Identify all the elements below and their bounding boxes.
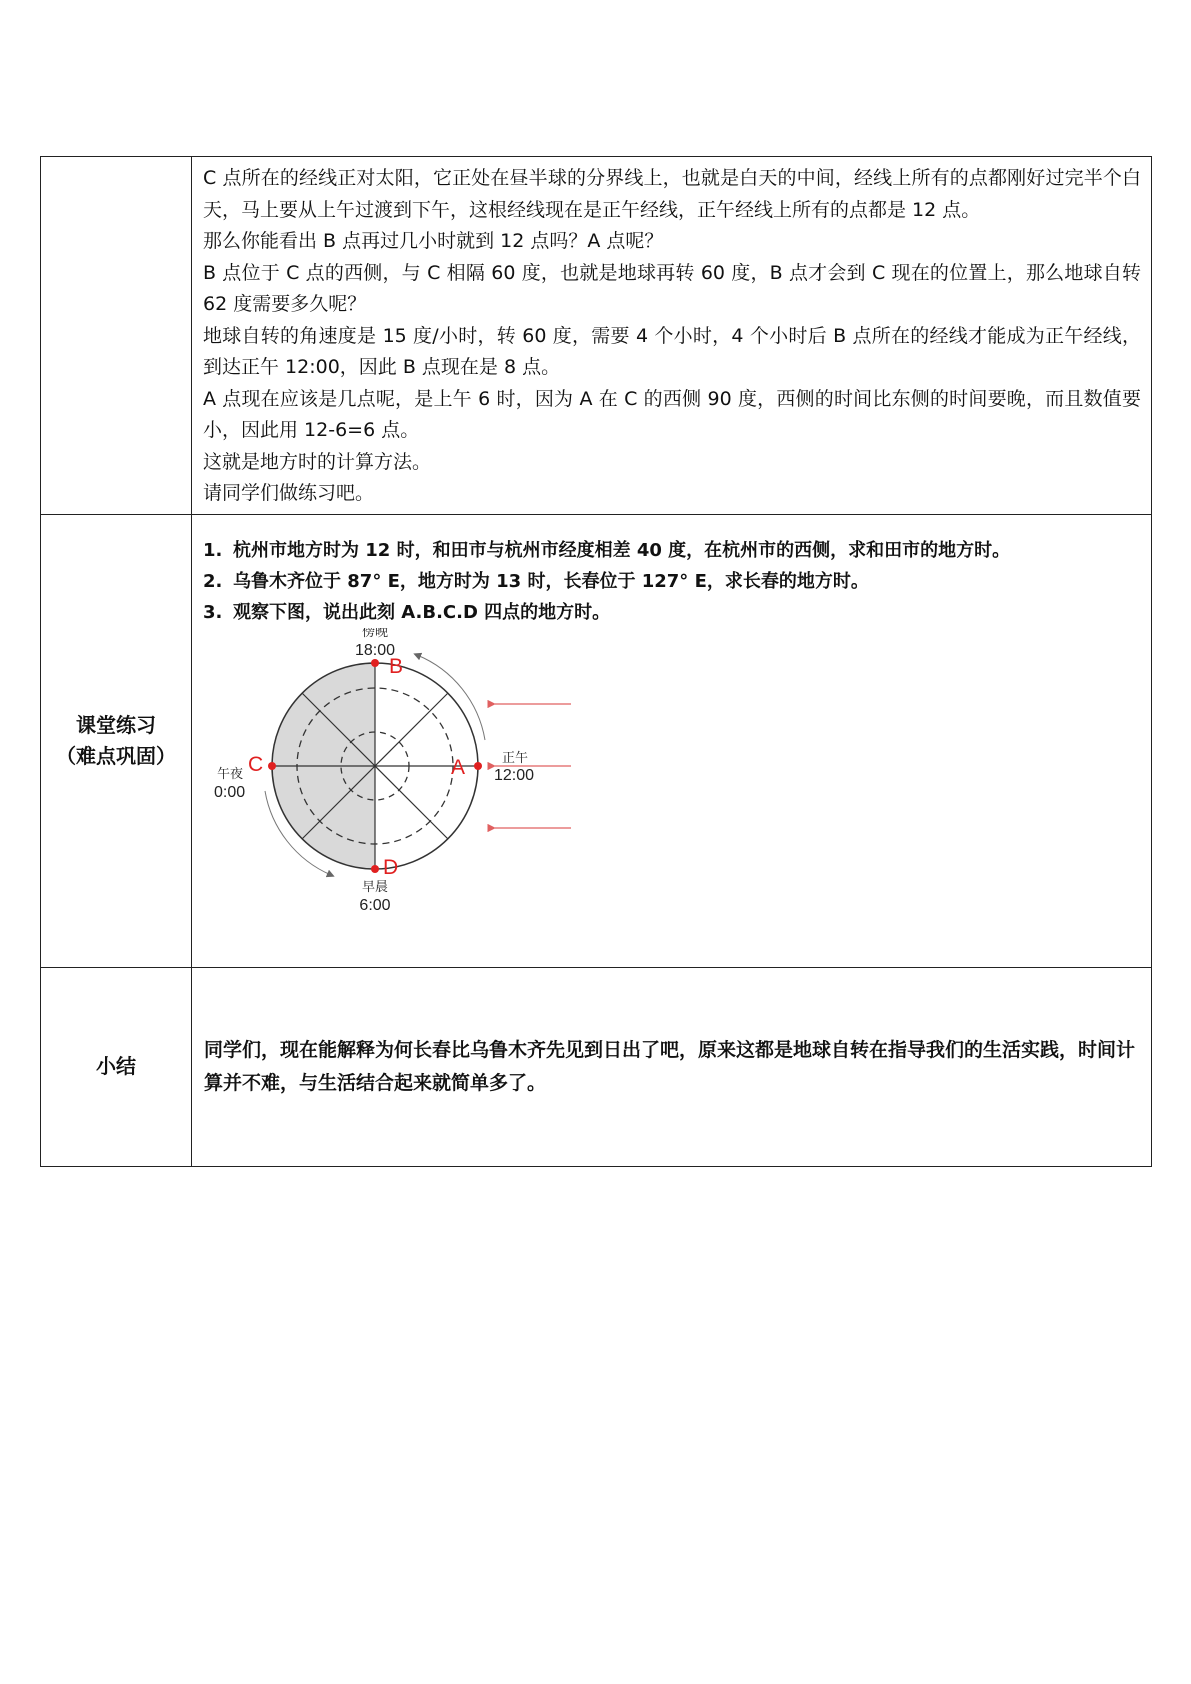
explanation-label-cell — [41, 157, 192, 515]
bottom-time-label: 6:00 — [359, 896, 391, 914]
point-d-label: D — [383, 855, 399, 879]
explanation-paragraph: 请同学们做练习吧。 — [203, 482, 375, 504]
practice-sublabel: （难点巩固） — [56, 743, 176, 768]
exercise-list — [203, 521, 1141, 628]
top-word-label: 傍晚 — [361, 627, 389, 640]
top-time-label: 18:00 — [354, 641, 396, 659]
practice-label-cell — [41, 514, 192, 967]
exercise-item — [203, 566, 1141, 597]
exercise-text: 乌鲁木齐位于 87° E，地方时为 13 时，长春位于 127° E，求长春的地方时。 — [233, 570, 869, 592]
practice-content — [192, 514, 1152, 967]
explanation-row — [41, 157, 1152, 515]
earth-diagram — [203, 628, 623, 928]
exercise-number: 2. — [203, 570, 223, 592]
summary-label-cell — [41, 967, 192, 1166]
summary-text: 同学们，现在能解释为何长春比乌鲁木齐先见到日出了吧，原来这都是地球自转在指导我们的生活实践，时间计算并不难，与生活结合起来就简单多了。 — [204, 1038, 1136, 1094]
explanation-paragraph: C 点所在的经线正对太阳，它正处在昼半球的分界线上，也就是白天的中间，经线上所有的点都刚好过完半个白天，马上要从上午过渡到下午，这根经线现在是正午经线，正午经线上所有的点都是 12 点。 — [203, 167, 1141, 221]
point-b-marker — [371, 659, 379, 667]
explanation-paragraph: B 点位于 C 点的西侧，与 C 相隔 60 度，也就是地球再转 60 度，B 点才会到 C 现在的位置上，那么地球自转 62 度需要多久呢？ — [203, 261, 1141, 315]
exercise-text: 观察下图，说出此刻 A.B.C.D 四点的地方时。 — [233, 601, 611, 623]
bottom-word-label: 早晨 — [361, 879, 389, 895]
explanation-paragraph: 这就是地方时的计算方法。 — [203, 450, 432, 473]
explanation-content — [192, 157, 1152, 515]
exercise-text: 杭州市地方时为 12 时，和田市与杭州市经度相差 40 度，在杭州市的西侧，求和田市的地方时。 — [233, 539, 1011, 561]
lesson-table — [40, 156, 1152, 1167]
summary-content — [192, 967, 1152, 1166]
summary-label: 小结 — [96, 1054, 136, 1078]
exercise-number: 3. — [203, 601, 223, 623]
earth-diagram-svg — [203, 628, 623, 928]
summary-row — [41, 967, 1152, 1166]
point-b-label: B — [389, 654, 404, 678]
point-c-label: C — [248, 752, 264, 776]
left-word-label: 午夜 — [217, 766, 244, 782]
exercise-item — [203, 535, 1141, 566]
explanation-paragraph: 地球自转的角速度是 15 度/小时，转 60 度，需要 4 个小时，4 个小时后 B 点所在的经线才能成为正午经线，到达正午 12:00，因此 B 点现在是 8 点。 — [203, 324, 1141, 378]
practice-label: 课堂练习 — [76, 712, 156, 737]
point-a-marker — [474, 762, 482, 770]
point-c-marker — [268, 762, 276, 770]
right-time-label: 12:00 — [494, 766, 535, 784]
exercise-number: 1. — [203, 539, 223, 561]
right-word-label: 正午 — [502, 750, 529, 766]
explanation-paragraph: A 点现在应该是几点呢，是上午 6 时，因为 A 在 C 的西侧 90 度，西侧的时间比东侧的时间要晚，而且数值要小，因此用 12-6=6 点。 — [203, 387, 1141, 441]
exercise-item — [203, 597, 1141, 628]
practice-row — [41, 514, 1152, 967]
point-a-label: A — [451, 755, 466, 779]
point-d-marker — [371, 865, 379, 873]
left-time-label: 0:00 — [214, 783, 246, 801]
explanation-paragraph: 那么你能看出 B 点再过几小时就到 12 点吗？A 点呢？ — [203, 230, 664, 252]
